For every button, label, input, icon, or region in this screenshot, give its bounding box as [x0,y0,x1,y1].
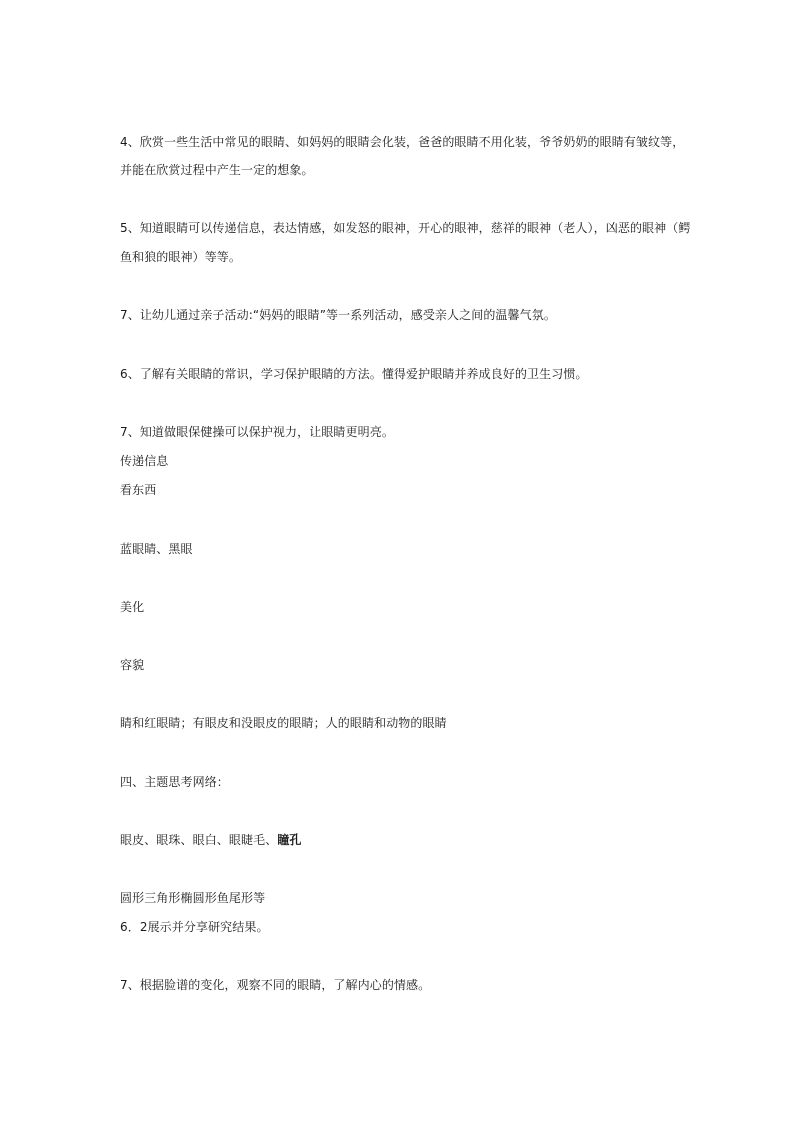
paragraph-4-line-1: 4、欣赏一些生活中常见的眼睛、如妈妈的眼睛会化装，爸爸的眼睛不用化装，爷爷奶奶的眼睛有皱纹等， [120,135,685,149]
paragraph-7-eye-exercise: 7、知道做眼保健操可以保护视力，让眼睛更明亮。 [120,425,394,439]
item-eye-comparison: 睛和红眼睛；有眼皮和没眼皮的眼睛；人的眼睛和动物的眼睛 [120,716,447,730]
item-appearance: 容貌 [120,658,145,672]
paragraph-5-line-1: 5、知道眼睛可以传递信息，表达情感，如发怒的眼神，开心的眼神，慈祥的眼神（老人），凶恶的眼神（鳄 [120,221,691,235]
item-transmit-info: 传递信息 [120,454,169,468]
item-eye-shapes: 圆形三角形椭圆形鱼尾形等 [120,891,266,905]
paragraph-7-parent-activity: 7、让幼儿通过亲子活动:“妈妈的眼睛”等一系列活动，感受亲人之间的温馨气氛。 [120,308,556,322]
item-see-things: 看东西 [120,483,157,497]
item-eye-parts [120,832,680,848]
heading-theme-network: 四、主题思考网络： [120,775,229,789]
eye-parts-pupil: 瞳孔 [277,833,302,847]
item-share-results: 6．2展示并分享研究结果。 [120,920,269,934]
paragraph-5-line-2: 鱼和狼的眼神）等等。 [120,250,242,264]
paragraph-6-eye-care: 6、了解有关眼睛的常识，学习保护眼睛的方法。懂得爱护眼睛并养成良好的卫生习惯。 [120,367,588,381]
item-beautify: 美化 [120,600,145,614]
eye-parts-text: 眼皮、眼珠、眼白、眼睫毛、 [120,833,278,847]
paragraph-4-line-2: 并能在欣赏过程中产生一定的想象。 [120,163,314,177]
item-eye-colors: 蓝眼睛、黑眼 [120,542,193,556]
paragraph-7-face-masks: 7、根据脸谱的变化，观察不同的眼睛，了解内心的情感。 [120,978,431,992]
